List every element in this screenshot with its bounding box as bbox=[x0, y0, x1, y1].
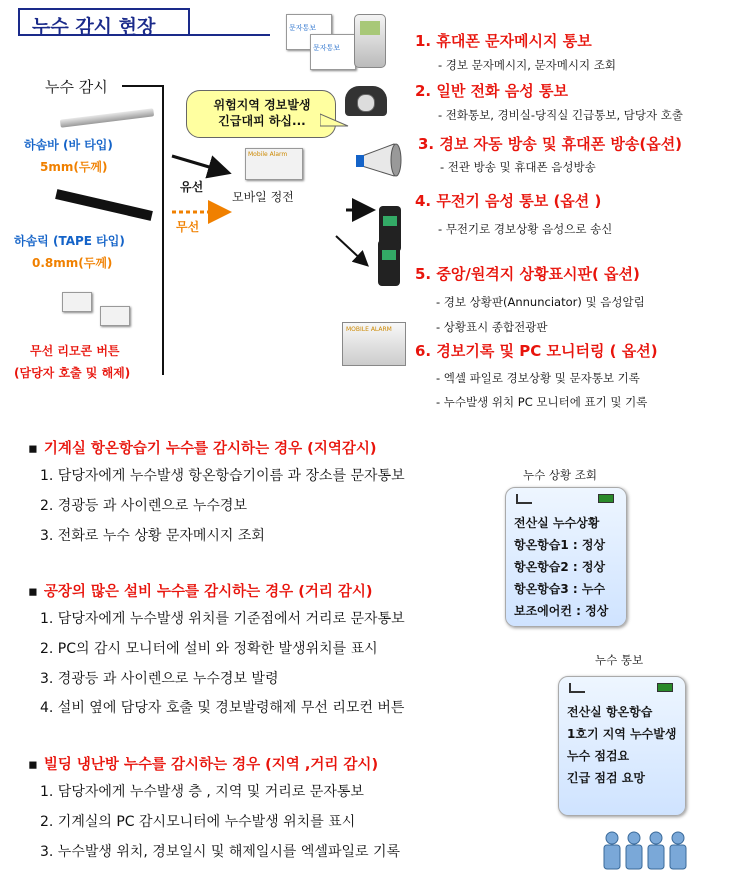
bullet-icon-3: ▪ bbox=[28, 757, 38, 773]
phone-2-line-1: 전산실 항온항습 bbox=[567, 705, 653, 719]
feature-4-title: 4. 무전기 음성 통보 (옵션 ) bbox=[415, 192, 602, 210]
feature-3-title: 3. 경보 자동 방송 및 휴대폰 방송(옵션) bbox=[418, 135, 683, 153]
feature-1-title: 1. 휴대폰 문자메시지 통보 bbox=[415, 32, 592, 50]
signal-icon bbox=[516, 494, 532, 504]
sensor-tape-label: 하솜릭 (TAPE 타입) bbox=[14, 234, 125, 248]
phone-1-screen bbox=[505, 487, 627, 627]
section-2-item-3: 3. 경광등 과 사이렌으로 누수경보 발령 bbox=[40, 671, 279, 687]
sms-card-icon-2 bbox=[310, 34, 356, 70]
wired-label: 유선 bbox=[180, 180, 204, 194]
left-header: 누수 감시 bbox=[45, 78, 108, 96]
section-1-title-text: 기계실 항온항습기 누수를 감시하는 경우 (지역감시) bbox=[43, 441, 377, 457]
remote-sub: (담당자 호출 및 해제) bbox=[14, 366, 131, 380]
section-1-item-3: 3. 전화로 누수 상황 문자메시지 조회 bbox=[40, 528, 265, 544]
bullet-icon-2: ▪ bbox=[28, 584, 38, 600]
page-title: 누수 감시 현장 bbox=[32, 16, 156, 38]
device-label-2: MOBILE ALARM bbox=[346, 326, 392, 333]
bracket-vertical bbox=[162, 85, 164, 375]
section-3-title bbox=[28, 753, 378, 774]
section-1-title bbox=[28, 437, 376, 458]
phone-2-screen bbox=[558, 676, 686, 816]
bracket-top bbox=[122, 85, 164, 87]
feature-4-sub-1: - 무전기로 경보상황 음성으로 송신 bbox=[438, 222, 613, 236]
phone-2-line-2: 1호기 지역 누수발생 bbox=[567, 727, 677, 741]
phone-2-line-4: 긴급 점검 요망 bbox=[567, 771, 645, 785]
phone-2-caption: 누수 통보 bbox=[595, 653, 644, 667]
section-3-item-2: 2. 기계실의 PC 감시모니터에 누수발생 위치를 표시 bbox=[40, 814, 356, 830]
telephone-icon bbox=[345, 86, 387, 116]
radio-arrows bbox=[330, 196, 380, 276]
phone-1-line-5: 보조에어컨 : 정상 bbox=[514, 604, 609, 618]
battery-icon bbox=[598, 494, 614, 503]
section-3-title-text: 빌딩 냉난방 누수를 감시하는 경우 (지역 ,거리 감시) bbox=[43, 757, 379, 773]
feature-2-title: 2. 일반 전화 음성 통보 bbox=[415, 82, 568, 100]
sensor-bar-label: 하솜바 (바 타입) bbox=[24, 138, 113, 152]
wireless-label: 무선 bbox=[176, 220, 200, 234]
battery-icon-2 bbox=[657, 683, 673, 692]
section-1-item-1: 1. 담당자에게 누수발생 항온항습기이름 과 장소를 문자통보 bbox=[40, 468, 405, 484]
feature-5-sub-2: - 상황표시 종합전광판 bbox=[436, 320, 548, 334]
sensor-tape-icon bbox=[55, 189, 153, 221]
feature-5-sub-1: - 경보 상황판(Annunciator) 및 음성알림 bbox=[436, 295, 645, 309]
sensor-tape-spec: 0.8mm(두께) bbox=[32, 256, 113, 270]
feature-5-title: 5. 중앙/원격지 상황표시판( 옵션) bbox=[415, 265, 640, 283]
speech-bubble bbox=[186, 90, 336, 138]
bullet-icon: ▪ bbox=[28, 441, 38, 457]
section-2-title bbox=[28, 580, 373, 601]
feature-2-sub-1: - 전화통보, 경비실-당직실 긴급통보, 담당자 호출 bbox=[438, 108, 683, 122]
phone-1-line-3: 항온항습2 : 정상 bbox=[514, 560, 606, 574]
mobile-phone-icon bbox=[354, 14, 386, 68]
phone-1-line-2: 항온항습1 : 정상 bbox=[514, 538, 606, 552]
phone-2-line-3: 누수 점검요 bbox=[567, 749, 630, 763]
remote-button-icon-2 bbox=[100, 306, 130, 326]
feature-6-sub-2: - 누수발생 위치 PC 모니터에 표기 및 기록 bbox=[436, 395, 648, 409]
walkie-talkie-icon-2 bbox=[378, 240, 400, 286]
title-underline bbox=[190, 34, 270, 36]
feature-6-sub-1: - 엑셀 파일로 경보상황 및 문자통보 기록 bbox=[436, 371, 640, 385]
section-2-item-4: 4. 설비 옆에 담당자 호출 및 경보발령해제 무선 리모컨 버튼 bbox=[40, 700, 405, 716]
sms-card-text-2: 문자통보 bbox=[313, 44, 341, 52]
feature-6-title: 6. 경보기록 및 PC 모니터링 ( 옵션) bbox=[415, 342, 658, 360]
page-title-box bbox=[18, 8, 190, 36]
section-1-item-2: 2. 경광등 과 사이렌으로 누수경보 bbox=[40, 498, 247, 514]
remote-label: 무선 리모콘 버튼 bbox=[30, 344, 120, 358]
mobile-phone-screen bbox=[360, 21, 380, 35]
feature-1-sub-1: - 경보 문자메시지, 문자메시지 조회 bbox=[438, 58, 616, 72]
phone-1-line-1: 전산실 누수상황 bbox=[514, 516, 600, 530]
phone-1-caption: 누수 상황 조회 bbox=[523, 468, 597, 482]
phone-1-line-4: 항온항습3 : 누수 bbox=[514, 582, 606, 596]
sensor-bar-icon bbox=[60, 108, 154, 127]
megaphone-icon bbox=[354, 142, 410, 180]
mobile-alarm-device bbox=[245, 148, 303, 180]
alarm-box-icon bbox=[342, 322, 406, 366]
remote-button-icon bbox=[62, 292, 92, 312]
people-group-icon bbox=[598, 830, 690, 872]
section-2-item-2: 2. PC의 감시 모니터에 설비 와 정확한 발생위치를 표시 bbox=[40, 641, 378, 657]
speech-text: 위험지역 경보발생 긴급대피 하십... bbox=[213, 98, 311, 128]
feature-3-sub-1: - 전관 방송 및 휴대폰 음성방송 bbox=[440, 160, 596, 174]
sms-card-text: 문자통보 bbox=[289, 24, 317, 32]
signal-icon-2 bbox=[569, 683, 585, 693]
sensor-bar-spec: 5mm(두께) bbox=[40, 160, 108, 174]
device-label: Mobile Alarm bbox=[248, 151, 288, 158]
section-2-title-text: 공장의 많은 설비 누수를 감시하는 경우 (거리 감시) bbox=[43, 584, 373, 600]
section-2-item-1: 1. 담당자에게 누수발생 위치를 기준점에서 거리로 문자통보 bbox=[40, 611, 405, 627]
mobile-outage-label: 모바일 정전 bbox=[232, 190, 294, 204]
section-3-item-1: 1. 담당자에게 누수발생 층 , 지역 및 거리로 문자통보 bbox=[40, 784, 364, 800]
section-3-item-3: 3. 누수발생 위치, 경보일시 및 해제일시를 엑셀파일로 기록 bbox=[40, 844, 401, 860]
